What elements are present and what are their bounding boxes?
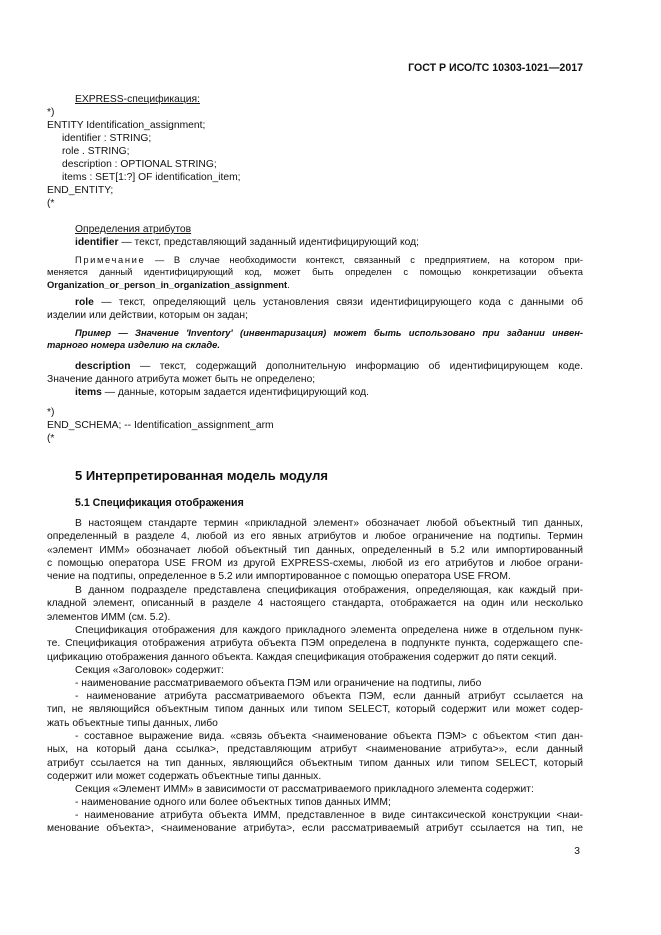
code-line: description : OPTIONAL STRING; [62, 159, 217, 170]
note-entity: Organization_or_person_in_organization_assignment [47, 278, 288, 290]
note-line: Примечание — В случае необходимости контекст, связанный с предприятием, на котором при- [75, 254, 583, 265]
subsection-heading: 5.1 Спецификация отображения [75, 497, 244, 509]
note-line: меняется данный идентифицирующий код, может быть определен с помощью конкретизации объекта [47, 266, 583, 278]
code-line: items : SET[1:?] OF identification_item; [62, 172, 241, 183]
code-line: (* [47, 433, 55, 444]
code-line: role . STRING; [62, 146, 130, 157]
code-line: ENTITY Identification_assignment; [47, 120, 206, 131]
paragraph: В данном подразделе представлена спецификация отображения, определяющая, как каждый при- кладной элемент, описанный в разделе 4 настоящего стандарта, отображается на один или несколько элементов ИММ (см. 5.2). [47, 585, 583, 623]
attribute-term: description [75, 361, 131, 372]
note-block [47, 254, 583, 291]
page-number: 3 [574, 846, 580, 857]
list-item: - наименование атрибута объекта ИММ, представленное в виде синтаксической конструкции <наи- менование объекта>, <наименование атрибута>, если рассматриваемый атрибут ссылается на тип, не [47, 810, 583, 835]
code-line: END_SCHEMA; -- Identification_assignment_arm [47, 420, 274, 431]
list-item: - наименование рассматриваемого объекта ПЭМ или ограничение на подтипы, либо [75, 678, 482, 689]
list-item: - составное выражение вида. «связь объекта <наименование объекта ПЭМ> с объектом <тип дан- ных, на который дана ссылка>, представляющим атрибут <наименование атрибута>», если данный атрибут ссылается на тип данных, являющийся объектным типом данных или типом SELECT, который содержит или может содержать объектные типы данных. [47, 731, 583, 782]
note-label: Примечание [75, 254, 146, 265]
paragraph: Секция «Элемент ИММ» в зависимости от рассматриваемого прикладного элемента содержит: [75, 784, 534, 795]
attribute-identifier [75, 236, 419, 249]
code-line: *) [47, 107, 55, 118]
attribute-term: items [75, 387, 102, 398]
code-line: (* [47, 198, 55, 209]
code-line: identifier : STRING; [62, 133, 152, 144]
code-line: *) [47, 407, 55, 418]
attribute-term: identifier [75, 237, 119, 248]
express-spec-title: EXPRESS-спецификация: [75, 94, 200, 105]
code-line: END_ENTITY; [47, 185, 114, 196]
attribute-term: role [75, 297, 94, 308]
example-block: Пример — Значение 'Inventory' (инвентаризация) может быть использовано при задании инвен- тарного номера изделию на складе. [47, 327, 583, 351]
description-definition: description — текст, содержащий дополнительную информацию об идентифицирующем коде. Значение данного атрибута может быть не определено; [47, 361, 583, 386]
attribute-items: items — данные, которым задается идентифицирующий код. [75, 387, 369, 398]
note-line: Organization_or_person_in_organization_assignment. [47, 278, 290, 290]
paragraph: В настоящем стандарте термин «прикладной элемент» обозначает любой объектный тип данных, определенный в разделе 4, любой из его явных атрибутов и любое ограничение на подтипы. Термин «элемент ИММ» обозначает любой объектный тип данных, определенный в 5.2 или импортированный с помощью оператора USE FROM из другой EXPRESS-схемы, любой из его атрибутов и любое ограни- чение на подтипы, определенное в 5.2 или импортированное с помощью оператора USE FROM. [47, 518, 583, 583]
paragraph: Секция «Заголовок» содержит: [75, 665, 224, 676]
document-code: ГОСТ Р ИСО/ТС 10303-1021—2017 [408, 62, 583, 74]
list-item: - наименование одного или более объектных типов данных ИММ; [75, 797, 391, 808]
attributes-title: Определения атрибутов [75, 224, 192, 235]
role-definition: role — текст, определяющий цель установления связи идентифицирующего кода с данными об изделии или действии, которым он задан; [47, 297, 583, 322]
list-item: - наименование атрибута рассматриваемого объекта ПЭМ, если данный атрибут ссылается на тип, не являющийся объектным типом данных или типом SELECT, который содержит или может содер- жать объектные типы данных, либо [47, 691, 583, 729]
attribute-definition: — текст, представляющий заданный идентифицирующий код; [118, 237, 419, 248]
paragraph: Спецификация отображения для каждого прикладного элемента определена ниже в отдельном пунк- те. Спецификация отображения атрибута объекта ПЭМ определена в подпункте пункта, содержащего спе- цификацию отображения данного объекта. Каждая спецификация отображения содержит до пяти секций. [47, 625, 583, 663]
section-heading: 5 Интерпретированная модель модуля [75, 468, 328, 483]
